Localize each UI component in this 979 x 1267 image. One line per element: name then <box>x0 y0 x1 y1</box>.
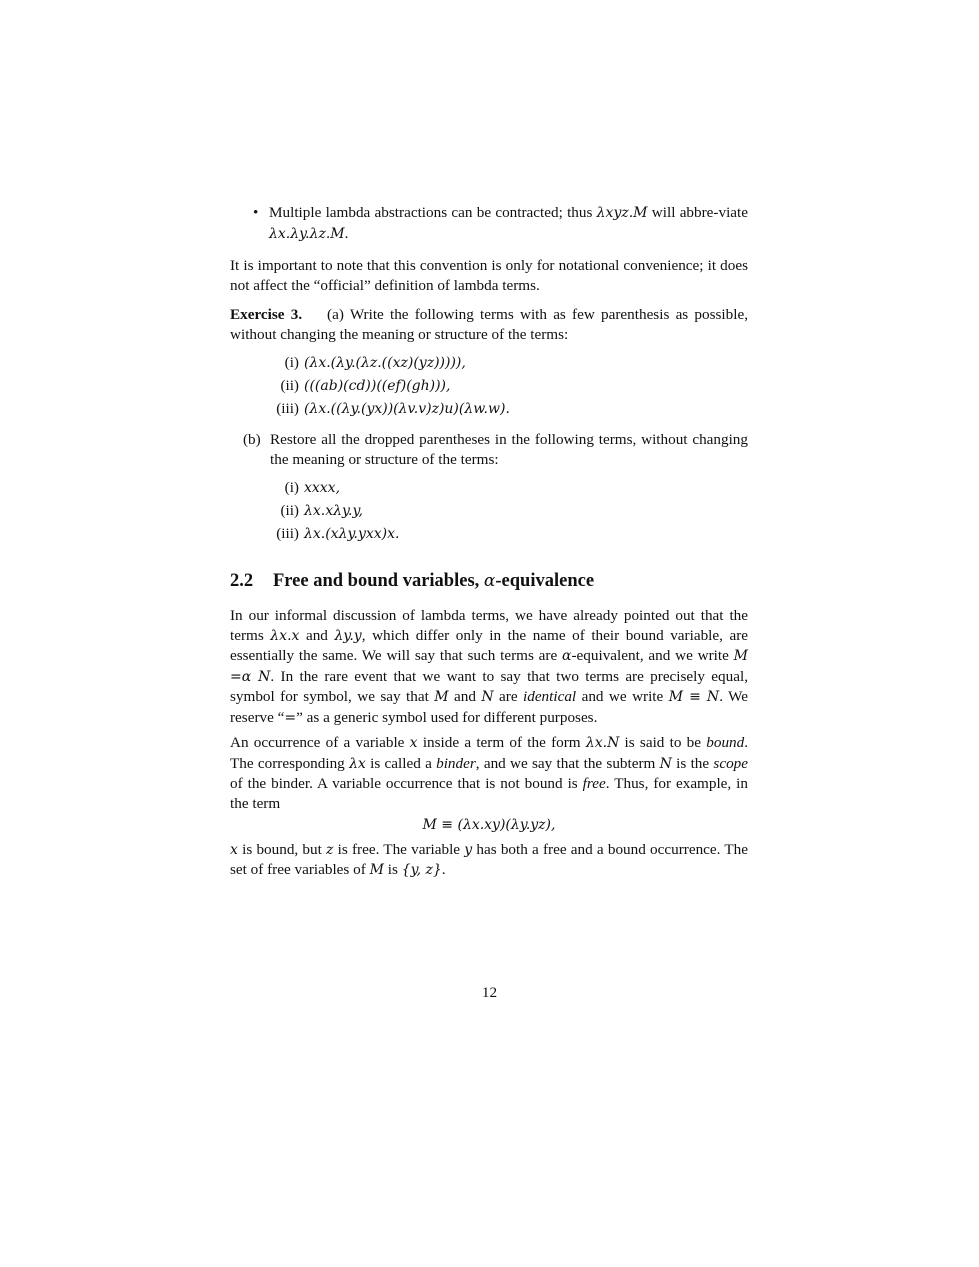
bullet-list-item <box>230 203 748 244</box>
math-expr: λx.(xλy.yxx)x. <box>304 526 400 542</box>
text-run: is <box>383 861 402 878</box>
math-expr: λx.x <box>270 627 300 644</box>
item-label: (ii) <box>280 377 299 394</box>
bound-free-paragraph <box>230 733 748 813</box>
text-run: . In the rare event that we want to say that two terms are precisely equal, symbol for symbol, we say that <box>230 667 748 705</box>
emphasis: identical <box>523 688 577 705</box>
item-label: (iii) <box>276 400 299 417</box>
math-expr: z <box>326 841 334 858</box>
math-expr: α <box>562 648 572 664</box>
text-run: , which differ only in the name of their bound variable, are essentially the same. We will say that such terms are <box>230 626 748 664</box>
text-run: In our informal discussion of lambda terms, we have already pointed out that the terms <box>230 607 748 644</box>
page-number: 12 <box>481 984 498 1001</box>
text-run: . <box>441 861 446 878</box>
text-run: , and we say that the subterm <box>475 754 660 772</box>
section-title: Free and bound variables, <box>273 571 484 591</box>
math-expr: N <box>481 689 494 705</box>
text-run: . We reserve “ <box>230 688 748 726</box>
text-run: Multiple lambda abstractions can be contracted; thus <box>269 204 597 221</box>
item-label: (i) <box>284 354 299 371</box>
text-run: of the binder. A variable occurrence that is not bound is <box>230 775 583 792</box>
math-expr: λx <box>349 755 366 772</box>
section-body <box>230 606 748 881</box>
emphasis: scope <box>713 754 749 772</box>
math-expr: (λx.((λy.(yx))(λv.v)z)u)(λw.w). <box>304 401 510 417</box>
math-expr: y <box>464 841 473 858</box>
section-title-tail: -equivalence <box>495 571 595 591</box>
math-expr: x <box>409 735 418 751</box>
part-b-text: Restore all the dropped parentheses in the following terms, without changing the meaning or structure of the terms: <box>270 431 748 468</box>
text-run: and <box>448 688 482 705</box>
section-heading <box>230 569 748 593</box>
list-item <box>230 478 748 501</box>
math-expr: = <box>284 709 297 726</box>
math-expr: λxyz.M <box>596 205 648 221</box>
math-expr: λx.N <box>585 735 620 751</box>
text-run: . Thus, for example, in the term <box>230 775 748 812</box>
text-run: will abbre-viate <box>647 204 748 221</box>
text-run: . The corresponding <box>230 734 749 772</box>
emphasis: free <box>582 775 606 792</box>
text-run: are <box>493 688 523 705</box>
part-b-label: (b) <box>243 431 261 448</box>
emphasis: binder <box>436 754 476 772</box>
list-item <box>230 353 748 376</box>
part-a-text: Write the following terms with as few parenthesis as possible, without changing the meaning or structure of the terms: <box>230 306 749 343</box>
text-run: is bound, but <box>237 840 327 858</box>
exercise-heading: Exercise 3. <box>230 306 303 323</box>
alpha-equivalence-paragraph <box>230 606 748 728</box>
math-expr: λx.λy.λz.M <box>269 225 345 242</box>
free-variables-paragraph <box>230 840 748 881</box>
item-label: (ii) <box>280 502 299 519</box>
bullet-text <box>269 203 748 244</box>
list-item <box>230 501 748 524</box>
text-run: ” as a generic symbol used for different purposes. <box>296 708 598 726</box>
list-item <box>230 376 748 399</box>
display-equation <box>230 815 748 836</box>
math-expr: (((ab)(cd))((ef)(gh))), <box>304 378 451 394</box>
math-expr: λy.y <box>334 627 362 644</box>
math-expr: M ≡ N <box>668 689 720 705</box>
math-expr: x <box>230 841 238 858</box>
part-a-list <box>230 353 748 422</box>
exercise-part-a <box>230 305 748 344</box>
exercise-part-b <box>230 430 748 469</box>
list-item <box>230 399 748 422</box>
math-expr: N <box>659 755 672 772</box>
text-run: has both a free and a bound occurrence. The set of free variables of <box>230 840 748 878</box>
part-a-label: (a) <box>327 306 344 323</box>
text-run: is said to be <box>619 734 707 751</box>
math-expr: α <box>483 571 496 591</box>
part-b-list <box>230 478 748 547</box>
item-label: (i) <box>284 479 299 496</box>
text-run: is called a <box>365 754 437 772</box>
math-expr: xxxx, <box>304 480 341 496</box>
text-run: . <box>344 224 349 242</box>
emphasis: bound <box>706 734 745 751</box>
text-run: inside a term of the form <box>417 734 586 751</box>
exercise-block <box>230 305 748 547</box>
math-expr: M <box>369 862 384 878</box>
section-number: 2.2 <box>230 571 254 591</box>
list-item <box>230 524 748 547</box>
text-run: is free. The variable <box>333 840 465 858</box>
text-run: and we write <box>576 688 669 705</box>
text-run: -equivalent, and we write <box>571 647 734 664</box>
math-expr: {y, z} <box>401 862 442 878</box>
item-label: (iii) <box>276 525 299 542</box>
math-expr: M ≡ (λx.xy)(λy.yz), <box>422 817 556 833</box>
math-expr: λx.xλy.y, <box>304 503 363 519</box>
bullet-marker: • <box>253 204 259 221</box>
math-expr: M =α N <box>230 648 748 685</box>
page-content <box>230 203 748 881</box>
math-expr: M <box>434 689 449 705</box>
text-run: An occurrence of a variable <box>230 734 410 751</box>
math-expr: (λx.(λy.(λz.((xz)(yz))))), <box>304 355 466 371</box>
text-run: is the <box>671 754 714 772</box>
text-run: and <box>299 626 335 644</box>
convention-paragraph: It is important to note that this convention is only for notational convenience; it does not affect the “official” definition of lambda terms. <box>230 257 748 294</box>
